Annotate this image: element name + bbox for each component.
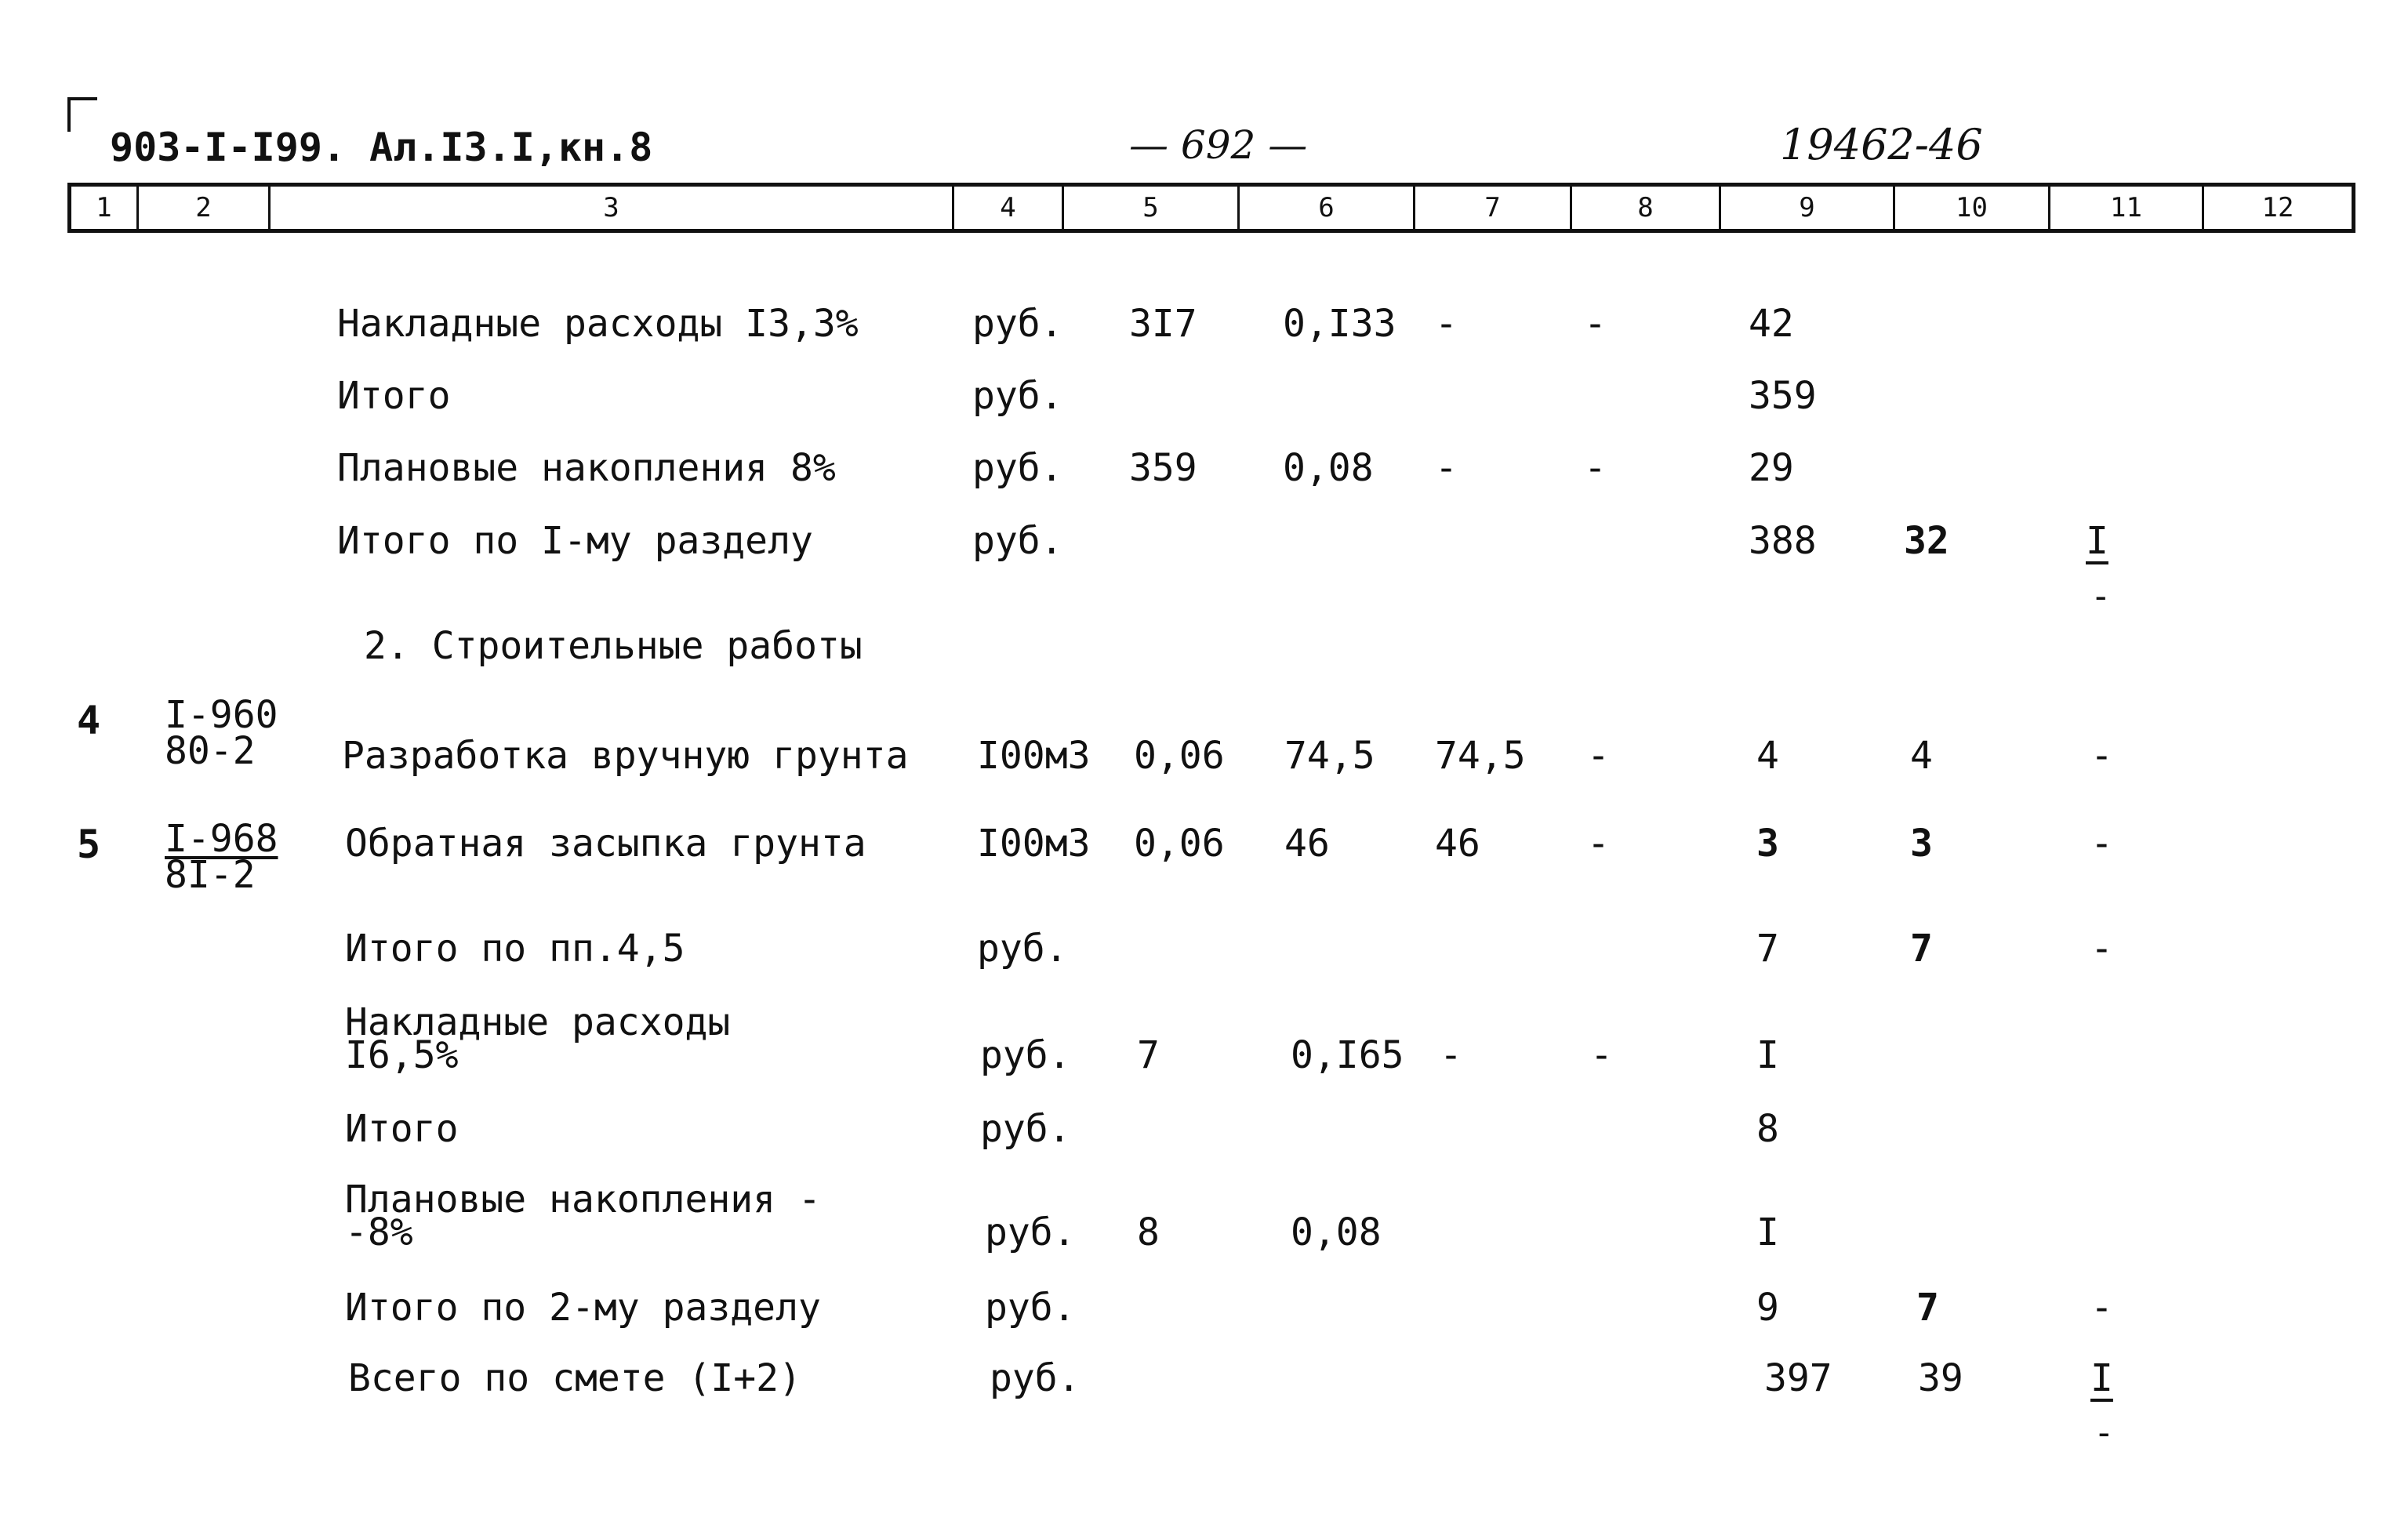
- row-name-line1: Накладные расходы: [345, 1000, 731, 1044]
- row-col6: 0,08: [1283, 446, 1374, 490]
- item-col5: 0,06: [1134, 734, 1225, 778]
- row-col9: 359: [1749, 374, 1817, 418]
- item-col6: 74,5: [1284, 734, 1375, 778]
- row-unit: руб.: [972, 519, 1063, 563]
- item-code-line2: 8I-2: [165, 853, 256, 897]
- column-number: 2: [139, 187, 271, 229]
- row-col9: 29: [1749, 446, 1794, 490]
- page-number: — 692 —: [1129, 122, 1308, 168]
- row-name: Итого: [337, 374, 451, 418]
- row-col10: 39: [1918, 1356, 1963, 1400]
- row-name: Итого по пп.4,5: [345, 927, 685, 971]
- table-row: [0, 817, 2408, 908]
- row-col11: I: [2086, 519, 2108, 563]
- item-name: Разработка вручную грунта: [342, 734, 909, 778]
- column-number: 8: [1572, 187, 1721, 229]
- row-unit: руб.: [985, 1286, 1076, 1330]
- row-col11-below: -: [2094, 1413, 2115, 1453]
- item-col9: 4: [1756, 734, 1779, 778]
- table-row: [0, 1286, 2408, 1333]
- item-unit: I00м3: [977, 734, 1091, 778]
- row-col8: -: [1590, 1033, 1613, 1077]
- row-col9: 7: [1756, 927, 1779, 971]
- row-name: Всего по смете (I+2): [348, 1356, 801, 1400]
- column-number: 9: [1721, 187, 1895, 229]
- item-name: Обратная засыпка грунта: [345, 822, 866, 866]
- column-number: 10: [1895, 187, 2050, 229]
- row-unit: руб.: [972, 374, 1063, 418]
- table-row: [0, 693, 2408, 784]
- row-unit: руб.: [972, 446, 1063, 490]
- row-col6: 0,I65: [1291, 1033, 1404, 1077]
- section-title: 2. Строительные работы: [364, 624, 863, 668]
- row-col9: I: [1756, 1210, 1779, 1254]
- row-name-line2: I6,5%: [345, 1033, 459, 1077]
- row-name: Накладные расходы I3,3%: [337, 302, 859, 346]
- row-col9: 388: [1749, 519, 1817, 563]
- row-col9: 8: [1756, 1107, 1779, 1151]
- row-name-line1: Плановые накопления -: [345, 1178, 821, 1221]
- item-col5: 0,06: [1134, 822, 1225, 866]
- column-number: 1: [71, 187, 139, 229]
- row-unit: руб.: [990, 1356, 1081, 1400]
- column-number: 11: [2050, 187, 2204, 229]
- item-col9: 3: [1756, 822, 1779, 866]
- row-unit: руб.: [985, 1210, 1076, 1254]
- item-number: 5: [77, 822, 101, 867]
- row-col11: -: [2090, 1286, 2113, 1330]
- row-col10: 32: [1904, 519, 1949, 563]
- item-col11: -: [2090, 734, 2113, 778]
- table-row: [0, 1178, 2408, 1264]
- column-number: 3: [271, 187, 954, 229]
- row-name: Плановые накопления 8%: [337, 446, 836, 490]
- row-name: Итого по I-му разделу: [337, 519, 813, 563]
- row-unit: руб.: [980, 1033, 1071, 1077]
- row-col10: 7: [1916, 1286, 1939, 1330]
- row-col9: 42: [1749, 302, 1794, 346]
- row-col10: 7: [1910, 927, 1933, 971]
- column-number-header: [67, 183, 2355, 233]
- row-col9: 397: [1764, 1356, 1832, 1400]
- row-unit: руб.: [972, 302, 1063, 346]
- row-name-line2: -8%: [345, 1210, 413, 1254]
- row-col6: 0,08: [1291, 1210, 1382, 1254]
- column-number: 4: [954, 187, 1064, 229]
- column-number: 6: [1240, 187, 1415, 229]
- row-col9: I: [1756, 1033, 1779, 1077]
- item-col6: 46: [1284, 822, 1330, 866]
- item-col8: -: [1587, 822, 1610, 866]
- item-code-line1: I-960: [165, 693, 278, 737]
- table-row: [0, 302, 2408, 349]
- item-code-line2: 80-2: [165, 729, 256, 773]
- table-row: [0, 374, 2408, 421]
- item-col10: 4: [1910, 734, 1933, 778]
- item-col10: 3: [1910, 822, 1933, 866]
- column-number: 12: [2261, 192, 2294, 223]
- table-row: [0, 1000, 2408, 1087]
- row-col5: 3I7: [1129, 302, 1197, 346]
- row-col5: 8: [1137, 1210, 1160, 1254]
- row-col7: -: [1440, 1033, 1462, 1077]
- table-row: [0, 519, 2408, 566]
- item-col7: 46: [1435, 822, 1480, 866]
- row-unit: руб.: [980, 1107, 1071, 1151]
- column-number: 7: [1415, 187, 1572, 229]
- inventory-number: 19462-46: [1780, 120, 1983, 169]
- corner-mark: [67, 97, 97, 132]
- document-code: 903-I-I99. Ал.I3.I,кн.8: [110, 125, 653, 170]
- row-col9: 9: [1756, 1286, 1779, 1330]
- column-number: 5: [1064, 187, 1240, 229]
- row-col7: -: [1435, 302, 1458, 346]
- item-unit: I00м3: [977, 822, 1091, 866]
- table-row: [0, 1107, 2408, 1154]
- row-name: Итого по 2-му разделу: [345, 1286, 821, 1330]
- row-col8: -: [1584, 446, 1607, 490]
- row-col8: -: [1584, 302, 1607, 346]
- item-code-line1: I-968: [165, 817, 278, 861]
- row-col5: 359: [1129, 446, 1197, 490]
- table-row: [0, 446, 2408, 493]
- table-row: [0, 927, 2408, 974]
- row-col6: 0,I33: [1283, 302, 1396, 346]
- item-col8: -: [1587, 734, 1610, 778]
- row-col11: I: [2090, 1356, 2113, 1400]
- row-unit: руб.: [977, 927, 1068, 971]
- row-col7: -: [1435, 446, 1458, 490]
- row-col11-below: -: [2090, 576, 2112, 616]
- row-col11: -: [2090, 927, 2113, 971]
- table-row: [0, 1356, 2408, 1403]
- item-number: 4: [77, 698, 101, 743]
- row-name: Итого: [345, 1107, 459, 1151]
- item-col7: 74,5: [1435, 734, 1526, 778]
- item-col11: -: [2090, 822, 2113, 866]
- row-col5: 7: [1137, 1033, 1160, 1077]
